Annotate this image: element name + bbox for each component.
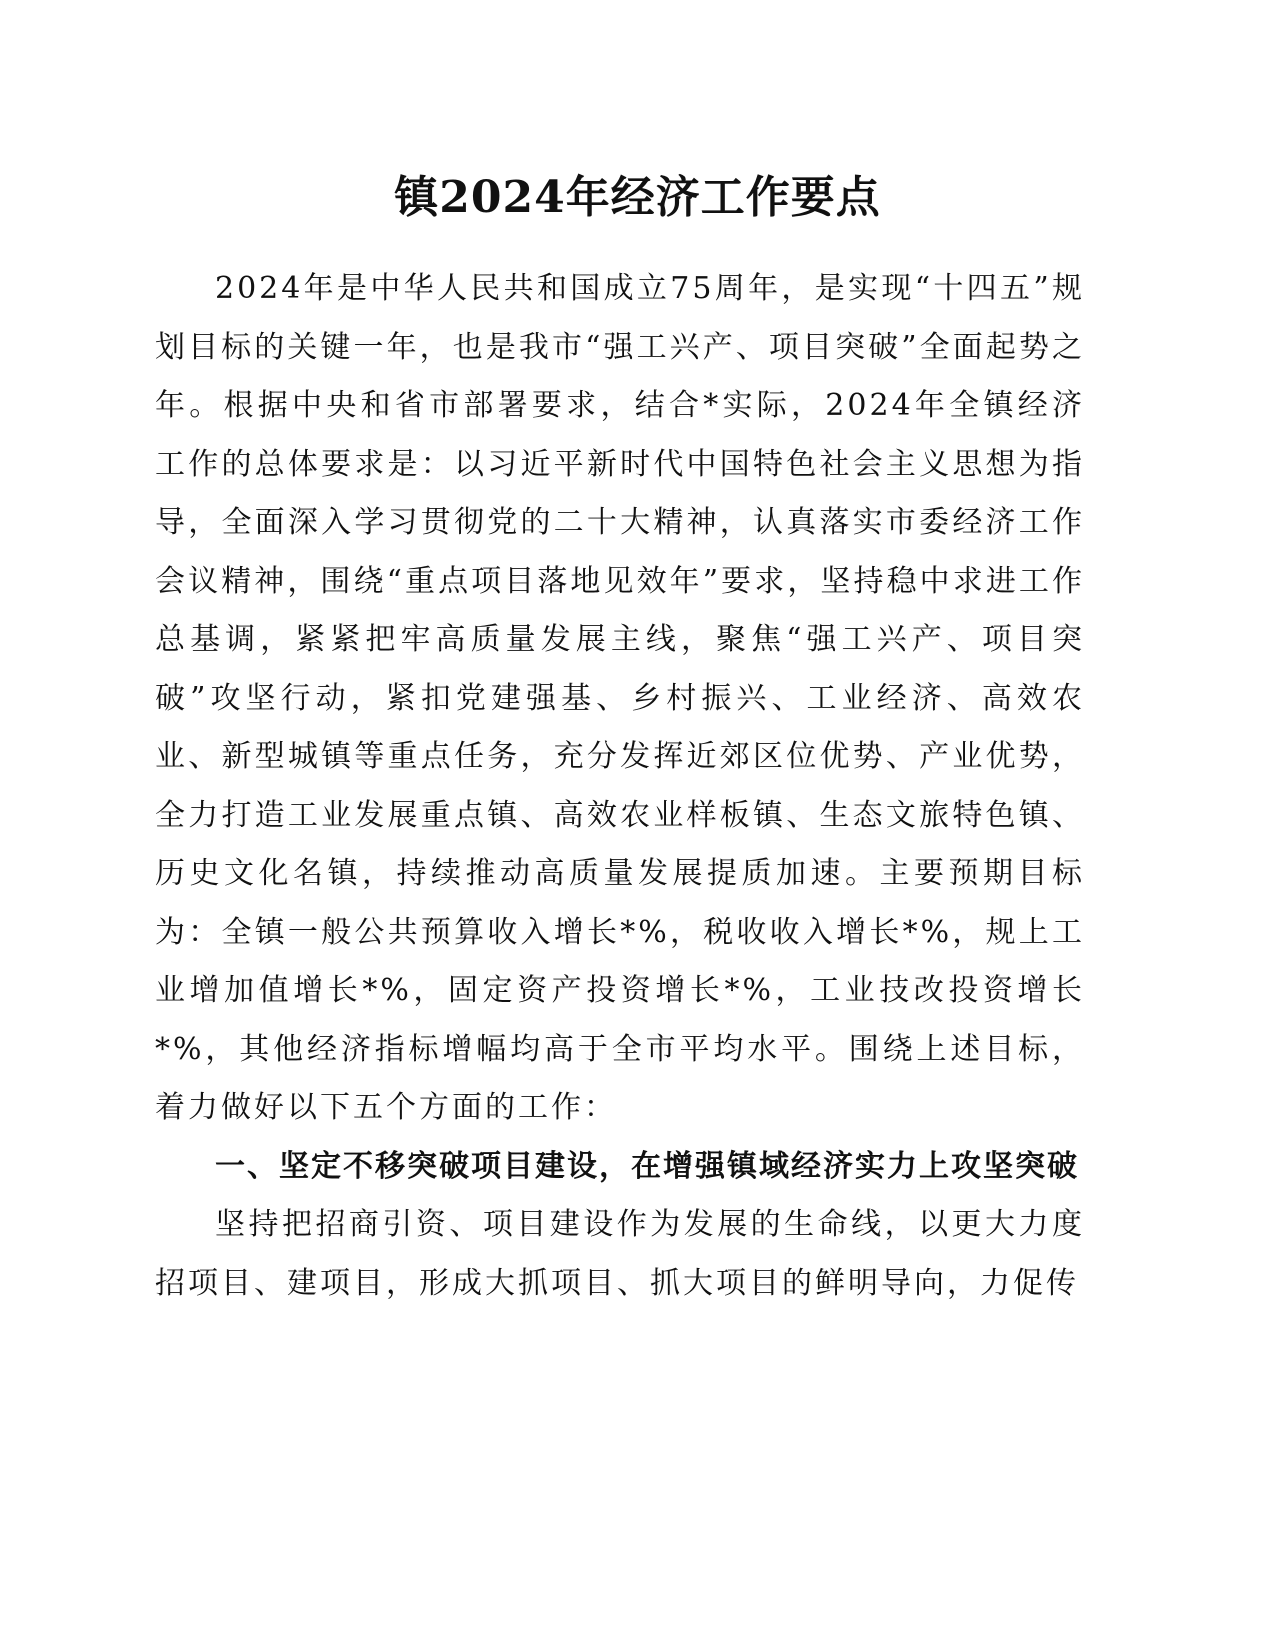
section-1-paragraph: 坚持把招商引资、项目建设作为发展的生命线，以更大力度招项目、建项目，形成大抓项目、抓大项目的鲜明导向，力促传 xyxy=(155,1207,1085,1301)
section-1-heading: 一、坚定不移突破项目建设，在增强镇域经济实力上攻坚突破 xyxy=(215,1148,1079,1184)
document-title: 镇2024年经济工作要点 xyxy=(394,172,881,223)
document-body xyxy=(155,260,1085,1313)
intro-paragraph: 2024年是中华人民共和国成立75周年，是实现“十四五”规划目标的关键一年，也是我市“强工兴产、项目突破”全面起势之年。根据中央和省市部署要求，结合*实际，2024年全镇经济工作的总体要求是：以习近平新时代中国特色社会主义思想为指导，全面深入学习贯彻党的二十大精神，认真落实市委经济工作会议精神，围绕“重点项目落地见效年”要求，坚持稳中求进工作总基调，紧紧把牢高质量发展主线，聚焦“强工兴产、项目突破”攻坚行动，紧扣党建强基、乡村振兴、工业经济、高效农业、新型城镇等重点任务，充分发挥近郊区位优势、产业优势，全力打造工业发展重点镇、高效农业样板镇、生态文旅特色镇、历史文化名镇，持续推动高质量发展提质加速。主要预期目标为：全镇一般公共预算收入增长*%，税收收入增长*%，规上工业增加值增长*%，固定资产投资增长*%，工业技改投资增长*%，其他经济指标增幅均高于全市平均水平。围绕上述目标，着力做好以下五个方面的工作： xyxy=(155,271,1085,1125)
